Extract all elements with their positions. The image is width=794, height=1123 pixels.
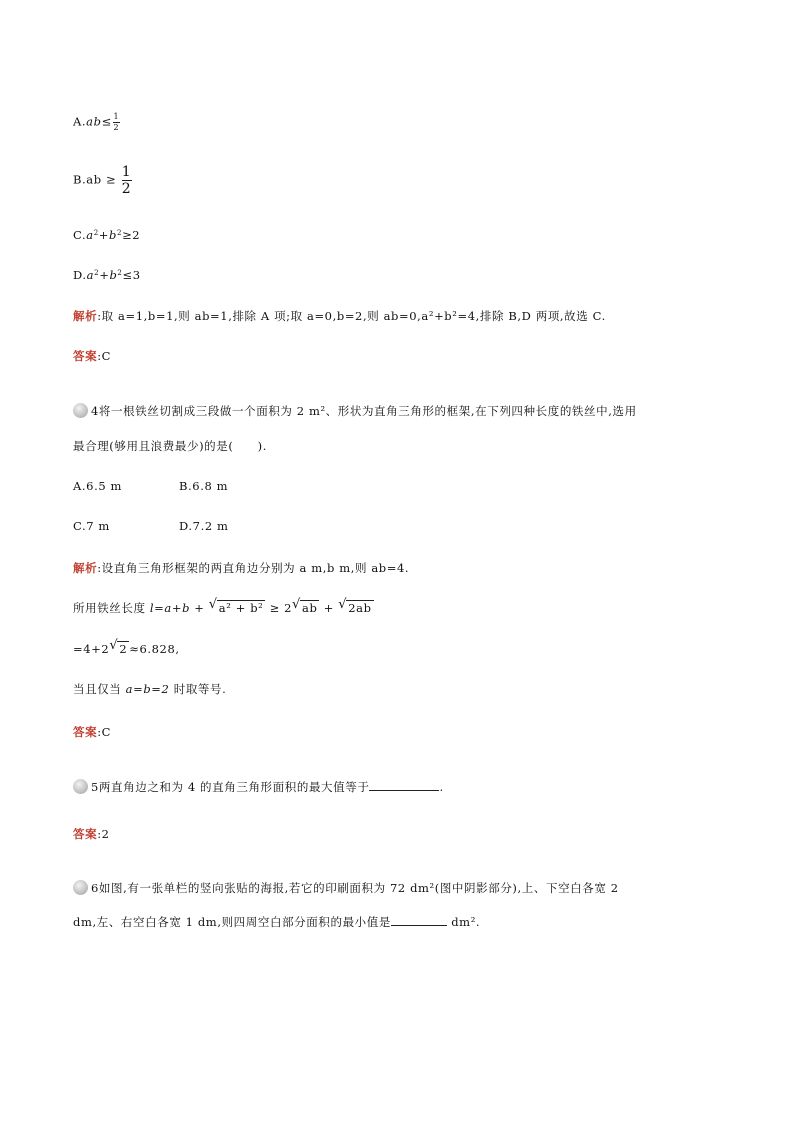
q4-stem-line2: 最合理(够用且浪费最少)的是( ). [73, 439, 267, 453]
q4-option-a: A.6.5 m [73, 479, 123, 493]
q3-option-a: A.ab≤ $\frac{1}{2}$ [73, 112, 120, 132]
answer-blank[interactable] [369, 780, 439, 791]
q4-length-formula: 所用铁丝长度 l=a+b + √ a² + b² ≥ 2 √ ab + √ 2ab [73, 597, 372, 615]
q4-options-row1 [73, 479, 228, 493]
q4-options-row2 [73, 519, 229, 533]
q4-option-d: D.7.2 m [179, 519, 229, 533]
q3-option-b: B.ab ≥ $\frac{1}{2}$ [73, 164, 132, 197]
answer-label: 答案 [73, 725, 98, 739]
q5-stem: 5两直角边之和为 4 的直角三角形面积的最大值等于 . [73, 779, 444, 796]
question-bullet-icon [73, 779, 88, 794]
q3-option-d: $D.a^2+b^2\le 3$ [73, 268, 141, 282]
q4-answer: 答案:C [73, 725, 112, 739]
solution-label: 解析 [73, 561, 98, 575]
q4-option-b: B.6.8 m [179, 479, 229, 493]
q4-result: =4+2 √ 2 ≈6.828, [73, 638, 180, 656]
question-bullet-icon [73, 880, 88, 895]
square-root: √ ab [292, 597, 318, 615]
fraction: $\frac{1}{2}$ [113, 112, 120, 132]
q5-answer: 答案:2 [73, 827, 110, 841]
question-bullet-icon [73, 403, 88, 418]
q3-option-c: $C.a^2+b^2\ge 2$ [73, 228, 141, 242]
q4-equality: 当且仅当 a=b=2 时取等号. [73, 682, 227, 696]
square-root: √ 2 [109, 638, 128, 656]
q3-solution: 解析:取 a=1,b=1,则 ab=1,排除 A 项;取 a=0,b=2,则 ab=0,a²+b²=4,排除 B,D 两项,故选 C. [73, 309, 606, 323]
answer-blank[interactable] [391, 915, 447, 926]
answer-label: 答案 [73, 349, 98, 363]
fraction: $\frac{1}{2}$ [121, 164, 132, 197]
q4-stem-line1: 4将一根铁丝切割成三段做一个面积为 2 m²、形状为直角三角形的框架,在下列四种长度的铁丝中,选用 [73, 403, 637, 420]
answer-label: 答案 [73, 827, 98, 841]
square-root: √ a² + b² [208, 597, 264, 615]
square-root: √ 2ab [338, 597, 372, 615]
q6-stem-line1: 6如图,有一张单栏的竖向张贴的海报,若它的印刷面积为 72 dm²(图中阴影部分),上、下空白各宽 2 [73, 880, 619, 897]
q4-option-c: C.7 m [73, 519, 110, 533]
q4-solution: 解析:设直角三角形框架的两直角边分别为 a m,b m,则 ab=4. [73, 561, 410, 575]
solution-label: 解析 [73, 309, 98, 323]
q3-answer: 答案:C [73, 349, 112, 363]
q6-stem-line2: dm,左、右空白各宽 1 dm,则四周空白部分面积的最小值是 dm². [73, 915, 481, 929]
